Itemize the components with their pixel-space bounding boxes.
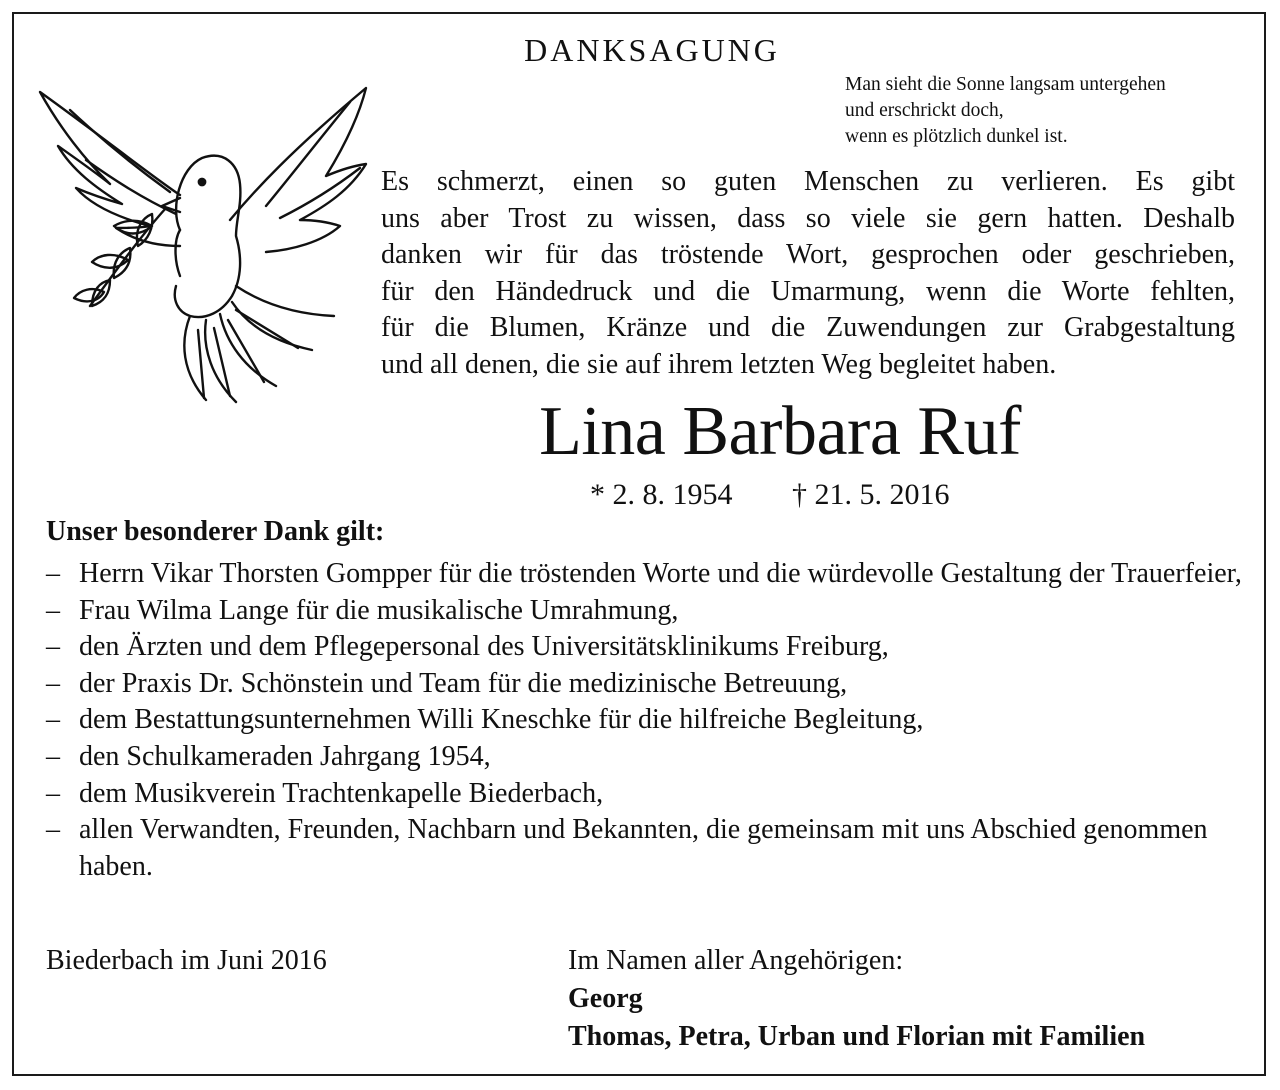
birth-date: * 2. 8. 1954 <box>590 478 733 511</box>
list-item <box>46 556 1246 593</box>
list-item <box>46 776 1246 813</box>
poem-line: Man sieht die Sonne langsam untergehen <box>845 74 1166 95</box>
list-item-text: dem Musikverein Trachtenkapelle Biederbach, <box>79 777 604 809</box>
poem-quote <box>845 72 1265 150</box>
signature-name: Georg <box>568 983 643 1014</box>
list-item <box>46 666 1246 703</box>
deceased-name: Lina Barbara Ruf <box>539 393 1021 470</box>
list-item <box>46 593 1246 630</box>
list-item <box>46 702 1246 739</box>
list-item-text: Frau Wilma Lange für die musikalische Umrahmung, <box>79 594 679 626</box>
list-dash: – <box>46 814 60 846</box>
list-dash: – <box>46 667 60 699</box>
list-item-text: dem Bestattungsunternehmen Willi Kneschke für die hilfreiche Begleitung, <box>79 704 924 736</box>
list-dash: – <box>46 558 60 589</box>
intro-line: für die Blumen, Kränze und die Zuwendungen zur Grabgestaltung <box>381 312 1235 344</box>
intro-line: und all denen, die sie auf ihrem letzten Weg begleitet haben. <box>381 348 1057 380</box>
life-dates <box>590 476 950 514</box>
intro-line: Es schmerzt, einen so guten Menschen zu verlieren. Es gibt <box>381 166 1235 197</box>
poem-line: wenn es plötzlich dunkel ist. <box>845 126 1068 147</box>
list-item <box>46 629 1246 666</box>
list-item <box>46 739 1246 776</box>
list-item-text: den Ärzten und dem Pflegepersonal des Universitätsklinikums Freiburg, <box>79 631 889 663</box>
list-item-text: Herrn Vikar Thorsten Gompper für die tröstenden Worte und die würdevolle Gestaltung der Trauerfeier, <box>79 558 1242 589</box>
list-dash: – <box>46 740 60 772</box>
list-dash: – <box>46 777 60 809</box>
dove-with-olive-branch-icon <box>30 80 370 410</box>
list-dash: – <box>46 631 60 663</box>
intro-line: danken wir für das tröstende Wort, gesprochen oder geschrieben, <box>381 239 1235 271</box>
intro-paragraph <box>381 164 1235 384</box>
intro-line: für den Händedruck und die Umarmung, wenn die Worte fehlten, <box>381 275 1235 307</box>
thanks-list <box>46 556 1246 885</box>
death-date: † 21. 5. 2016 <box>792 478 950 511</box>
thanks-heading: Unser besonderer Dank gilt: <box>46 516 385 547</box>
list-item-text: den Schulkameraden Jahrgang 1954, <box>79 740 491 772</box>
signature-intro: Im Namen aller Angehörigen: <box>568 945 904 976</box>
list-dash: – <box>46 704 60 736</box>
poem-line: und erschrickt doch, <box>845 100 1004 121</box>
intro-line: uns aber Trost zu wissen, dass so viele sie gern hatten. Deshalb <box>381 202 1235 234</box>
signature-name: Thomas, Petra, Urban und Florian mit Familien <box>568 1021 1146 1052</box>
place-date: Biederbach im Juni 2016 <box>46 945 327 976</box>
list-item-text: der Praxis Dr. Schönstein und Team für die medizinische Betreuung, <box>79 667 848 699</box>
list-item <box>46 812 1246 885</box>
signature-block <box>568 942 1145 1056</box>
list-dash: – <box>46 594 60 626</box>
list-item-text: allen Verwandten, Freunden, Nachbarn und Bekannten, die gemeinsam mit uns Abschied genommen haben. <box>79 814 1208 882</box>
notice-heading: DANKSAGUNG <box>524 32 780 68</box>
